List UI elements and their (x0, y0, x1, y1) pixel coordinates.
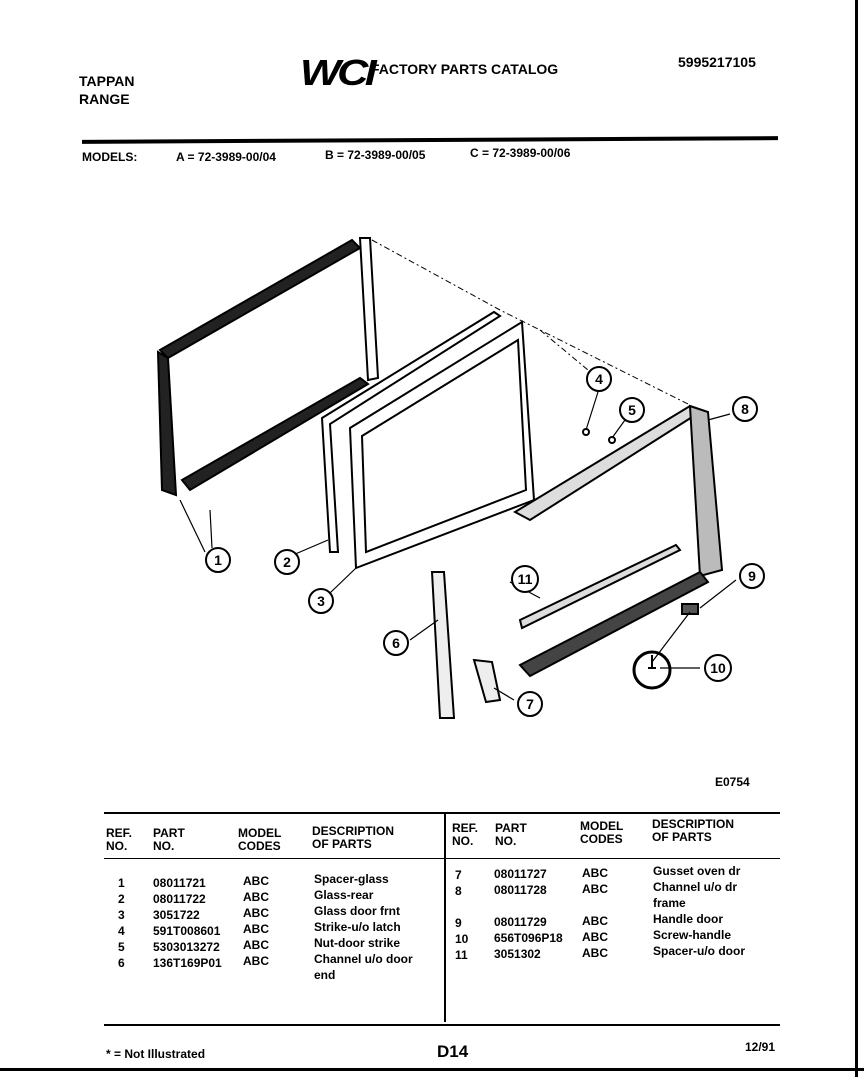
catalog-number: 5995217105 (678, 54, 756, 70)
page-number: D14 (437, 1042, 469, 1061)
revision-date: 12/91 (745, 1040, 776, 1054)
svg-text:3: 3 (317, 593, 325, 609)
svg-text:5: 5 (628, 402, 636, 418)
not-illustrated-note: * = Not Illustrated (106, 1047, 206, 1061)
callout-3 (309, 589, 333, 613)
leader-dashes (372, 240, 690, 405)
svg-text:1: 1 (214, 552, 222, 568)
model-b: B = 72-3989-00/05 (325, 148, 426, 162)
channel-door-end-part (432, 572, 500, 718)
glass-rear-part (322, 312, 500, 552)
callout-2 (275, 550, 299, 574)
wci-logo: WCI (300, 52, 374, 93)
callout-9 (740, 564, 764, 588)
svg-text:4: 4 (595, 371, 603, 387)
page-border-bottom (0, 1068, 864, 1071)
svg-text:7: 7 (526, 696, 534, 712)
svg-text:11: 11 (517, 571, 533, 587)
callout-7 (518, 692, 542, 716)
parts-catalog-page: TAPPAN RANGE WCI FACTORY PARTS CATALOG 5995217105 MODELS: A = 72-3989-00/04 B = 72-3989-00/05 C = 72-3989-00/06 1 2 3 4 5 8 6 7 9 10 11 E0754 REF. NO. PART NO. MODEL CODES DESCRIPTION OF PARTS REF. NO. PART NO. MODEL CODES DESCRIPTION OF PARTS 1 2 3 4 5 6 08011721 08011722 3051722 591T008601 5303013272 136T169P01 ABC ABC ABC ABC ABC ABC Spacer-glass Glass-rear Glass door frnt Strike-u/o latch Nut-door strike Channel u/o door end 7 8 9 10 11 08011727 08011728 08011729 656T096P18 3051302 ABC ABC ABC ABC ABC Gusset oven dr Channel u/o dr frame Handle door Screw-handle Spacer-u/o door * = Not Illustrated D14 12/91 (0, 0, 864, 1077)
callout-5 (620, 398, 644, 422)
spacer-glass-part (158, 238, 378, 495)
table-divider (444, 812, 446, 1022)
svg-text:8: 8 (741, 401, 749, 417)
table-bottom-rule (104, 1024, 780, 1026)
callout-6 (384, 631, 408, 655)
table-header-rule (104, 858, 780, 859)
table-top-rule (104, 812, 780, 814)
callout-8 (733, 397, 757, 421)
svg-text:2: 2 (283, 554, 291, 570)
catalog-title: FACTORY PARTS CATALOG (371, 61, 559, 77)
callout-4 (587, 367, 611, 391)
brand-name: TAPPAN RANGE (79, 73, 135, 107)
models-label: MODELS: (82, 150, 138, 164)
svg-text:10: 10 (710, 660, 726, 676)
callout-1 (206, 548, 230, 572)
svg-text:9: 9 (748, 568, 756, 584)
svg-text:6: 6 (392, 635, 400, 651)
figure-id: E0754 (715, 775, 750, 789)
model-c: C = 72-3989-00/06 (470, 146, 571, 160)
model-a: A = 72-3989-00/04 (176, 150, 276, 164)
callout-10 (705, 655, 731, 681)
callout-11 (512, 566, 538, 592)
door-frame-channel-part (515, 406, 722, 676)
